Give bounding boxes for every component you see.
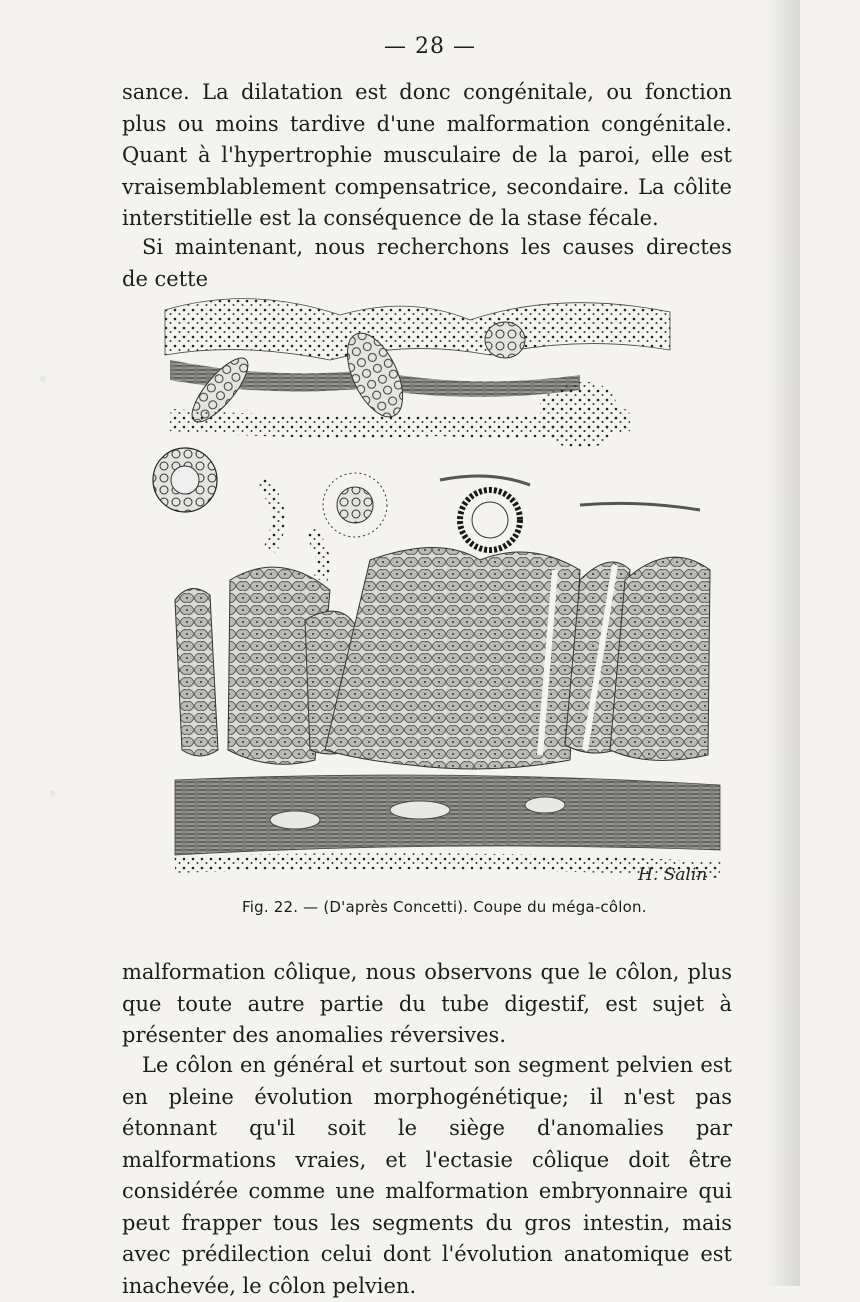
figure-caption: Fig. 22. — (D'après Concetti). Coupe du méga-côlon. — [242, 898, 647, 916]
paragraph-1: sance. La dilatation est donc congénitale, ou fonction plus ou moins tardive d'une malformation congénitale. Quant à l'hypertrophie musculaire de la paroi, elle est vraisemblablement compensatrice, secondaire. La côlite interstitielle est la conséquence de la stase fécale. — [122, 80, 732, 230]
page-number: — 28 — — [384, 34, 476, 59]
artist-signature: H. Salin — [638, 865, 708, 885]
paper-speck — [50, 790, 55, 797]
paragraph-4: Le côlon en général et surtout son segment pelvien est en pleine évolution morphogénétique; il n'est pas étonnant qu'il soit le siège d'anomalies par malformations vraies, et l'ectasie côlique doit être considérée comme une malformation embryonnaire qui peut frapper tous les segments du gros intestin, mais avec prédilection celui dont l'évolution anatomique est inachevée, le côlon pelvien. — [122, 1053, 732, 1298]
mucosa-layer — [153, 299, 700, 580]
page-edge-shadow — [766, 0, 800, 1286]
submucosa-glands — [175, 548, 710, 770]
histology-figure — [110, 280, 740, 905]
paragraph-3: malformation côlique, nous observons que le côlon, plus que toute autre partie du tube digestif, est sujet à présenter des anomalies réversives. — [122, 960, 732, 1047]
muscularis-layer — [175, 775, 720, 870]
paper-speck — [40, 375, 46, 383]
paragraph-2: Si maintenant, nous recherchons les causes directes de cette — [122, 235, 732, 291]
